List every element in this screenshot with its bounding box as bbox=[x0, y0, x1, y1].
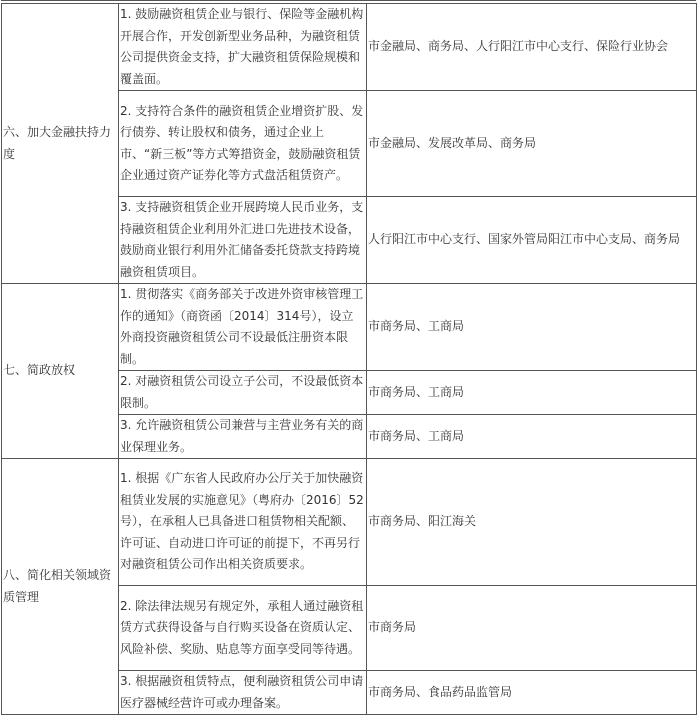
department-cell: 市金融局、商务局、人行阳江市中心支行、保险行业协会 bbox=[367, 4, 697, 91]
department-cell: 市商务局、阳江海关 bbox=[367, 459, 697, 586]
department-cell: 人行阳江市中心支行、国家外管局阳江市中心支局、商务局 bbox=[367, 197, 697, 284]
table-row bbox=[2, 459, 697, 586]
section-title: 八、简化相关领域资质管理 bbox=[2, 459, 119, 715]
department-cell: 市商务局、工商局 bbox=[367, 284, 697, 371]
measure-cell: 1. 根据《广东省人民政府办公厅关于加快融资租赁业发展的实施意见》（粤府办〔2016〕52号），在承租人已具备进口租赁物相关配额、许可证、自动进口许可证的前提下，不再另行对融资租赁公司作出相关资质要求。 bbox=[119, 459, 367, 586]
measure-cell: 1. 鼓励融资租赁企业与银行、保险等金融机构开展合作，开发创新型业务品种，为融资租赁公司提供资金支持，扩大融资租赁保险规模和覆盖面。 bbox=[119, 4, 367, 91]
measure-cell: 3. 支持融资租赁企业开展跨境人民币业务，支持融资租赁企业利用外汇进口先进技术设备，鼓励商业银行利用外汇储备委托贷款支持跨境融资租赁项目。 bbox=[119, 197, 367, 284]
measure-cell: 3. 允许融资租赁公司兼营与主营业务有关的商业保理业务。 bbox=[119, 415, 367, 459]
measure-cell: 3. 根据融资租赁特点，便利融资租赁公司申请医疗器械经营许可或办理备案。 bbox=[119, 671, 367, 715]
table-row bbox=[2, 284, 697, 371]
department-cell: 市商务局、工商局 bbox=[367, 371, 697, 415]
department-cell: 市金融局、发展改革局、商务局 bbox=[367, 91, 697, 197]
policy-measures-table bbox=[1, 3, 697, 715]
section-title: 七、简政放权 bbox=[2, 284, 119, 459]
measure-cell: 2. 支持符合条件的融资租赁企业增资扩股、发行债券、转让股权和债务，通过企业上市、“新三板”等方式筹措资金，鼓励融资租赁企业通过资产证券化等方式盘活租赁资产。 bbox=[119, 91, 367, 197]
department-cell: 市商务局、工商局 bbox=[367, 415, 697, 459]
department-cell: 市商务局 bbox=[367, 586, 697, 671]
measure-cell: 1. 贯彻落实《商务部关于改进外资审核管理工作的通知》（商资函〔2014〕314号），设立外商投资融资租赁公司不设最低注册资本限制。 bbox=[119, 284, 367, 371]
measure-cell: 2. 对融资租赁公司设立子公司，不设最低资本限制。 bbox=[119, 371, 367, 415]
measure-cell: 2. 除法律法规另有规定外，承租人通过融资租赁方式获得设备与自行购买设备在资质认定、风险补偿、奖励、贴息等方面享受同等待遇。 bbox=[119, 586, 367, 671]
department-cell: 市商务局、食品药品监管局 bbox=[367, 671, 697, 715]
table-row bbox=[2, 4, 697, 91]
section-title: 六、加大金融扶持力度 bbox=[2, 4, 119, 284]
